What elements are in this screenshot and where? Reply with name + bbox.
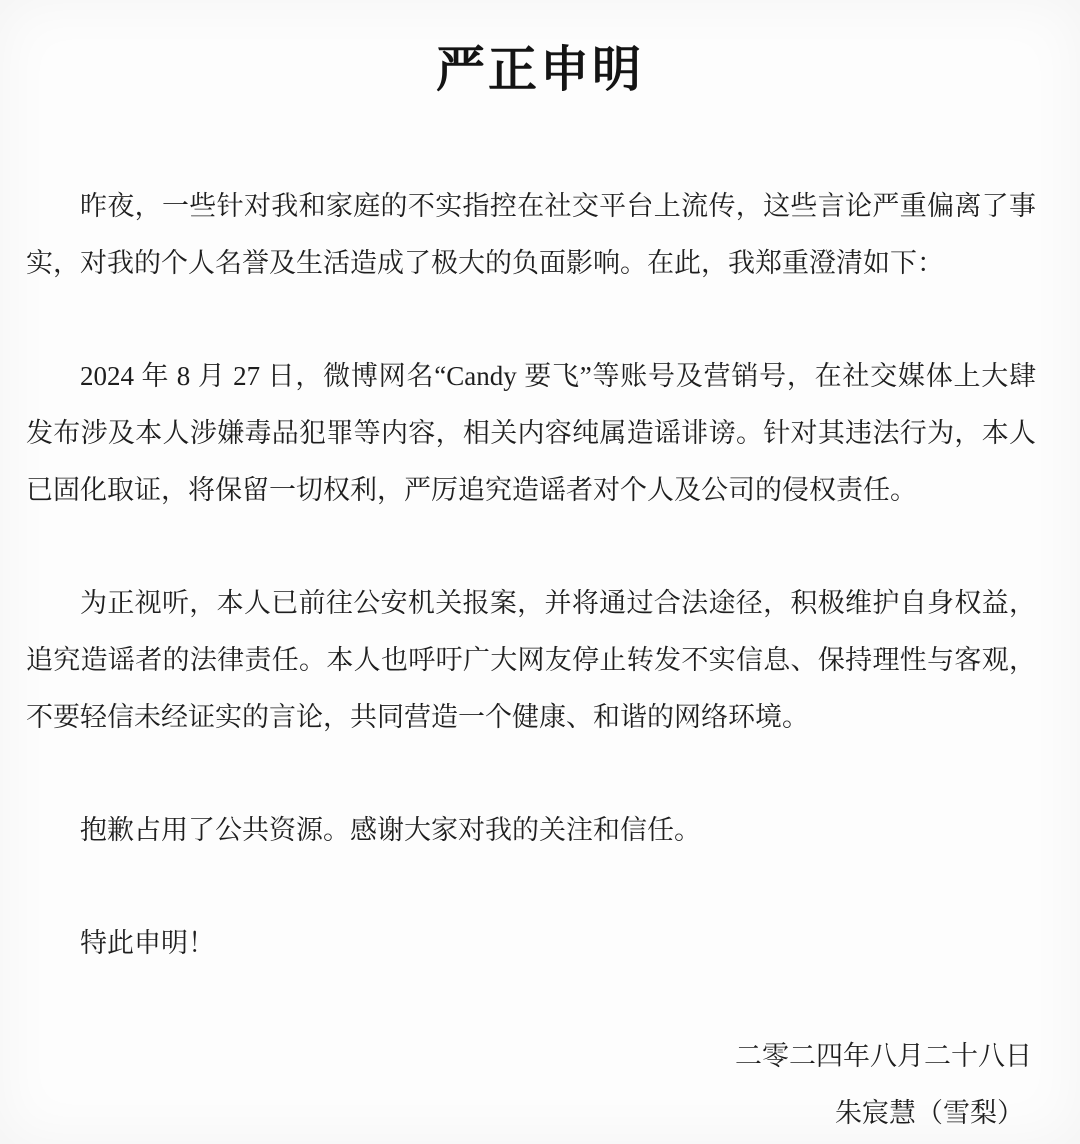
statement-paragraph-intro: 昨夜，一些针对我和家庭的不实指控在社交平台上流传，这些言论严重偏离了事实，对我的个人名誉及生活造成了极大的负面影响。在此，我郑重澄清如下：: [26, 191, 1036, 278]
statement-paragraph-closing: 特此申明！: [80, 928, 215, 958]
document-body: [0, 178, 1080, 972]
document-title: 严正申明: [435, 42, 644, 97]
statement-paragraph-accusation: 2024 年 8 月 27 日，微博网名“Candy 要飞”等账号及营销号，在社交媒体上大肆发布涉及本人涉嫌毒品犯罪等内容，相关内容纯属造谣诽谤。针对其违法行为，本人已固化取证，将保留一切权利，严厉追究造谣者对个人及公司的侵权责任。: [26, 361, 1036, 505]
signoff-name: 朱宸慧（雪梨）: [835, 1098, 1024, 1128]
statement-paragraph-legal-action: 为正视听，本人已前往公安机关报案，并将通过合法途径，积极维护自身权益，追究造谣者的法律责任。本人也呼吁广大网友停止转发不实信息、保持理性与客观，不要轻信未经证实的言论，共同营造一个健康、和谐的网络环境。: [26, 588, 1036, 732]
statement-paragraph-apology: 抱歉占用了公共资源。感谢大家对我的关注和信任。: [80, 815, 701, 845]
signoff-block: [0, 1028, 1080, 1142]
signoff-date: 二零二四年八月二十八日: [735, 1041, 1032, 1071]
